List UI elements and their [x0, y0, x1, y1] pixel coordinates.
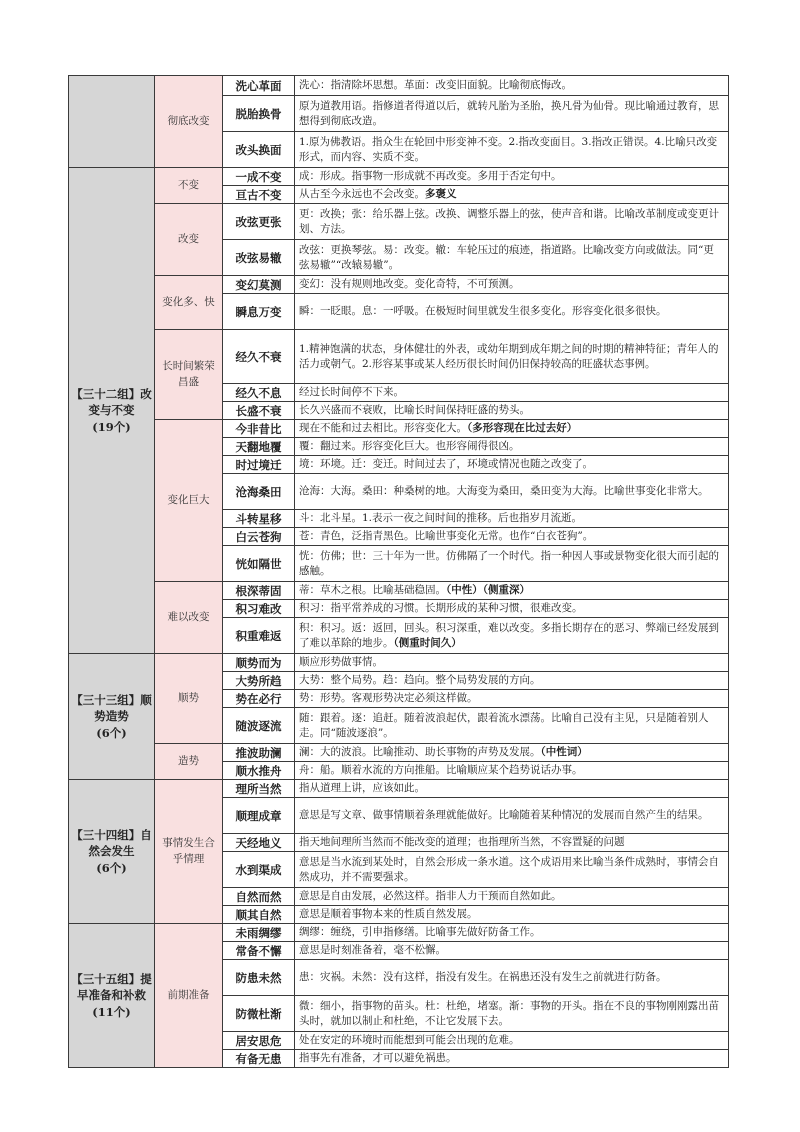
idiom-term: 改弦易辙	[223, 240, 295, 276]
idiom-definition	[295, 528, 729, 546]
idiom-term: 长盛不衰	[223, 402, 295, 420]
idiom-definition	[295, 618, 729, 654]
group-cell	[69, 168, 155, 654]
definition-text: 沧海：大海。桑田：种桑树的地。大海变为桑田，桑田变为大海。比喻世事变化非常大。	[299, 485, 709, 498]
definition-text: 绸缪：缠绕，引申指修缮。比喻事先做好防备工作。	[299, 926, 541, 939]
idiom-term: 顺理成章	[223, 798, 295, 834]
idiom-term: 天翻地覆	[223, 438, 295, 456]
table-row	[69, 654, 729, 672]
idiom-definition	[295, 1032, 729, 1050]
definition-text: 改弦：更换琴弦。易：改变。辙：车轮压过的痕迹，指道路。比喻改变方向或做法。同“更弦易辙”“改辕易辙”。	[299, 244, 714, 271]
idiom-term: 沧海桑田	[223, 474, 295, 510]
definition-text: 从古至今永远也不会改变。	[299, 188, 425, 201]
idiom-definition	[295, 960, 729, 996]
idiom-term: 天经地义	[223, 834, 295, 852]
definition-text: 患：灾祸。未然：没有这样，指没有发生。在祸患还没有发生之前就进行防备。	[299, 971, 667, 984]
idiom-term: 防微杜渐	[223, 996, 295, 1032]
idiom-term: 斗转星移	[223, 510, 295, 528]
idiom-definition	[295, 924, 729, 942]
definition-text: 变幻：没有规则地改变。变化奇特，不可预测。	[299, 278, 520, 291]
idiom-term: 随波逐流	[223, 708, 295, 744]
idiom-definition	[295, 402, 729, 420]
idiom-definition	[295, 834, 729, 852]
group-cell	[69, 654, 155, 780]
category-cell: 造势	[155, 744, 223, 780]
idiom-term: 改弦更张	[223, 204, 295, 240]
idiom-definition	[295, 600, 729, 618]
idiom-definition	[295, 762, 729, 780]
definition-text: 意思是顺着事物本来的性质自然发展。	[299, 908, 478, 921]
table-row	[69, 582, 729, 600]
idiom-term: 积习难改	[223, 600, 295, 618]
definition-note: 多褒义	[425, 188, 457, 201]
category-cell: 长时间繁荣昌盛	[155, 330, 223, 420]
idiom-definition	[295, 420, 729, 438]
idiom-definition	[295, 456, 729, 474]
idiom-term: 推波助澜	[223, 744, 295, 762]
idiom-definition	[295, 76, 729, 96]
idiom-term: 自然而然	[223, 888, 295, 906]
idiom-term: 亘古不变	[223, 186, 295, 204]
table-row	[69, 780, 729, 798]
idiom-definition	[295, 132, 729, 168]
idiom-term: 今非昔比	[223, 420, 295, 438]
group-count: (6个)	[96, 725, 127, 740]
group-title: 【三十三组】顺势造势	[71, 693, 152, 724]
idiom-term: 白云苍狗	[223, 528, 295, 546]
category-cell: 顺势	[155, 654, 223, 744]
idiom-term: 经久不衰	[223, 330, 295, 384]
definition-text: 随：跟着。逐：追赶。随着波浪起伏，跟着流水漂荡。比喻自己没有主见，只是随着别人走。同“随波逐浪”。	[299, 712, 709, 739]
idiom-definition	[295, 708, 729, 744]
category-cell: 前期准备	[155, 924, 223, 1068]
group-cell	[69, 780, 155, 924]
idiom-definition	[295, 474, 729, 510]
definition-note: （侧重时间久）	[393, 636, 462, 649]
idiom-definition	[295, 96, 729, 132]
idiom-definition	[295, 906, 729, 924]
category-cell: 难以改变	[155, 582, 223, 654]
category-cell: 改变	[155, 204, 223, 276]
idiom-definition	[295, 672, 729, 690]
category-cell: 彻底改变	[155, 76, 223, 168]
definition-text: 长久兴盛而不衰败，比喻长时间保持旺盛的势头。	[299, 404, 530, 417]
definition-note: （中性）（侧重深）	[446, 584, 530, 597]
idiom-definition	[295, 186, 729, 204]
definition-text: 更：改换；张：给乐器上弦。改换、调整乐器上的弦，使声音和谐。比喻改革制度或变更计划、方法。	[299, 208, 719, 235]
definition-text: 顺应形势做事情。	[299, 656, 383, 669]
idiom-term: 顺势而为	[223, 654, 295, 672]
definition-text: 蒂：草木之根。比喻基础稳固。	[299, 584, 446, 597]
idiom-term: 恍如隔世	[223, 546, 295, 582]
table-row	[69, 744, 729, 762]
definition-text: 意思是自由发展，必然这样。指非人力干预而自然如此。	[299, 890, 562, 903]
definition-text: 成：形成。指事物一形成就不再改变。多用于否定句中。	[299, 170, 562, 183]
table-row	[69, 924, 729, 942]
idiom-definition	[295, 204, 729, 240]
group-count: (6个)	[96, 860, 127, 875]
group-count: (19个)	[92, 419, 131, 434]
definition-text: 指天地间理所当然而不能改变的道理；也指理所当然，不容置疑的问题	[299, 836, 625, 849]
definition-text: 境：环境。迁：变迁。时间过去了，环境或情况也随之改变了。	[299, 458, 593, 471]
idiom-definition	[295, 852, 729, 888]
group-cell	[69, 76, 155, 168]
idiom-definition	[295, 330, 729, 384]
definition-text: 苍：青色，泛指青黑色。比喻世事变化无常。也作“白衣苍狗”。	[299, 530, 594, 543]
group-title: 【三十二组】改变与不变	[71, 387, 152, 418]
idiom-definition	[295, 996, 729, 1032]
idiom-term: 居安思危	[223, 1032, 295, 1050]
idiom-term: 积重难返	[223, 618, 295, 654]
idiom-definition	[295, 1050, 729, 1068]
idiom-definition	[295, 690, 729, 708]
group-count: (11个)	[92, 1004, 131, 1019]
definition-text: 原为道教用语。指修道者得道以后，就转凡胎为圣胎，换凡骨为仙骨。现比喻通过教育，思想得到彻底改造。	[299, 100, 719, 127]
idiom-definition	[295, 582, 729, 600]
idiom-definition	[295, 384, 729, 402]
group-cell	[69, 924, 155, 1068]
idiom-term: 瞬息万变	[223, 294, 295, 330]
idiom-term: 常备不懈	[223, 942, 295, 960]
table-row	[69, 276, 729, 294]
idiom-term: 一成不变	[223, 168, 295, 186]
definition-note: （多形容现在比过去好）	[467, 422, 578, 435]
definition-text: 经过长时间停不下来。	[299, 386, 404, 399]
definition-text: 现在不能和过去相比。形容变化大。	[299, 422, 467, 435]
idiom-definition	[295, 942, 729, 960]
idiom-term: 水到渠成	[223, 852, 295, 888]
definition-note: （中性词）	[540, 746, 588, 759]
idiom-term: 势在必行	[223, 690, 295, 708]
category-cell: 变化多、快	[155, 276, 223, 330]
definition-text: 指从道理上讲，应该如此。	[299, 782, 425, 795]
idiom-term: 变幻莫测	[223, 276, 295, 294]
idiom-definition	[295, 546, 729, 582]
idiom-term: 防患未然	[223, 960, 295, 996]
idiom-term: 经久不息	[223, 384, 295, 402]
idiom-term: 顺水推舟	[223, 762, 295, 780]
definition-text: 瞬：一眨眼。息：一呼吸。在极短时间里就发生很多变化。形容变化很多很快。	[299, 305, 667, 318]
idiom-definition	[295, 276, 729, 294]
definition-text: 恍：仿佛；世：三十年为一世。仿佛隔了一个时代。指一种因人事或景物变化很大而引起的感触。	[299, 550, 719, 577]
category-cell: 事情发生合乎情理	[155, 780, 223, 924]
idiom-table	[68, 75, 729, 1068]
idiom-term: 改头换面	[223, 132, 295, 168]
idiom-definition	[295, 168, 729, 186]
idiom-definition	[295, 240, 729, 276]
idiom-definition	[295, 744, 729, 762]
table-row	[69, 76, 729, 96]
definition-text: 意思是写文章、做事情顺着条理就能做好。比喻随着某种情况的发展而自然产生的结果。	[299, 809, 709, 822]
idiom-definition	[295, 780, 729, 798]
definition-text: 意思是当水流到某处时，自然会形成一条水道。这个成语用来比喻当条件成熟时，事情会自然成功，并不需要强求。	[299, 856, 719, 883]
idiom-definition	[295, 798, 729, 834]
group-title: 【三十五组】提早准备和补救	[71, 972, 152, 1003]
definition-text: 舟：船。顺着水流的方向推船。比喻顺应某个趋势说话办事。	[299, 764, 583, 777]
idiom-term: 时过境迁	[223, 456, 295, 474]
idiom-definition	[295, 510, 729, 528]
definition-text: 1.原为佛教语。指众生在轮回中形变神不变。2.指改变面目。3.指改正错误。4.比喻只改变形式，而内容、实质不变。	[299, 136, 718, 163]
definition-text: 大势：整个局势。趋：趋向。整个局势发展的方向。	[299, 674, 541, 687]
idiom-term: 理所当然	[223, 780, 295, 798]
definition-text: 势：形势。客观形势决定必须这样做。	[299, 692, 478, 705]
definition-text: 积习：指平常养成的习惯。长期形成的某种习惯，很难改变。	[299, 602, 583, 615]
table-row	[69, 420, 729, 438]
idiom-term: 洗心革面	[223, 76, 295, 96]
definition-text: 澜：大的波浪。比喻推动、助长事物的声势及发展。	[299, 746, 541, 759]
table-row	[69, 330, 729, 384]
category-cell: 变化巨大	[155, 420, 223, 582]
idiom-term: 顺其自然	[223, 906, 295, 924]
idiom-definition	[295, 294, 729, 330]
table-row	[69, 168, 729, 186]
definition-text: 意思是时刻准备着，毫不松懈。	[299, 944, 446, 957]
idiom-term: 大势所趋	[223, 672, 295, 690]
idiom-term: 有备无患	[223, 1050, 295, 1068]
definition-text: 洗心：指清除坏思想。革面：改变旧面貌。比喻彻底悔改。	[299, 79, 572, 92]
idiom-term: 根深蒂固	[223, 582, 295, 600]
table-row	[69, 204, 729, 240]
definition-text: 斗：北斗星。1.表示一夜之间时间的推移。后也指岁月流逝。	[299, 512, 583, 525]
idiom-term: 脱胎换骨	[223, 96, 295, 132]
definition-text: 微：细小，指事物的苗头。杜：杜绝，堵塞。渐：事物的开头。指在不良的事物刚刚露出苗头时，就加以制止和杜绝，不让它发展下去。	[299, 1000, 719, 1027]
idiom-term: 未雨绸缪	[223, 924, 295, 942]
definition-text: 积：积习。返：返回，回头。积习深重，难以改变。多指长期存在的恶习、弊端已经发展到了难以革除的地步。	[299, 622, 719, 649]
group-title: 【三十四组】自然会发生	[71, 828, 152, 859]
idiom-definition	[295, 888, 729, 906]
definition-text: 覆：翻过来。形容变化巨大。也形容闹得很凶。	[299, 440, 520, 453]
category-cell: 不变	[155, 168, 223, 204]
definition-text: 处在安定的环境时而能想到可能会出现的危难。	[299, 1034, 520, 1047]
definition-text: 1.精神饱满的状态，身体健壮的外表，或幼年期到成年期之间的时期的精神特征；青年人的活力或朝气。2.形容某事或某人经历很长时间仍旧保持较高的旺盛状态事例。	[299, 343, 719, 370]
idiom-definition	[295, 654, 729, 672]
definition-text: 指事先有准备，才可以避免祸患。	[299, 1052, 457, 1065]
idiom-definition	[295, 438, 729, 456]
